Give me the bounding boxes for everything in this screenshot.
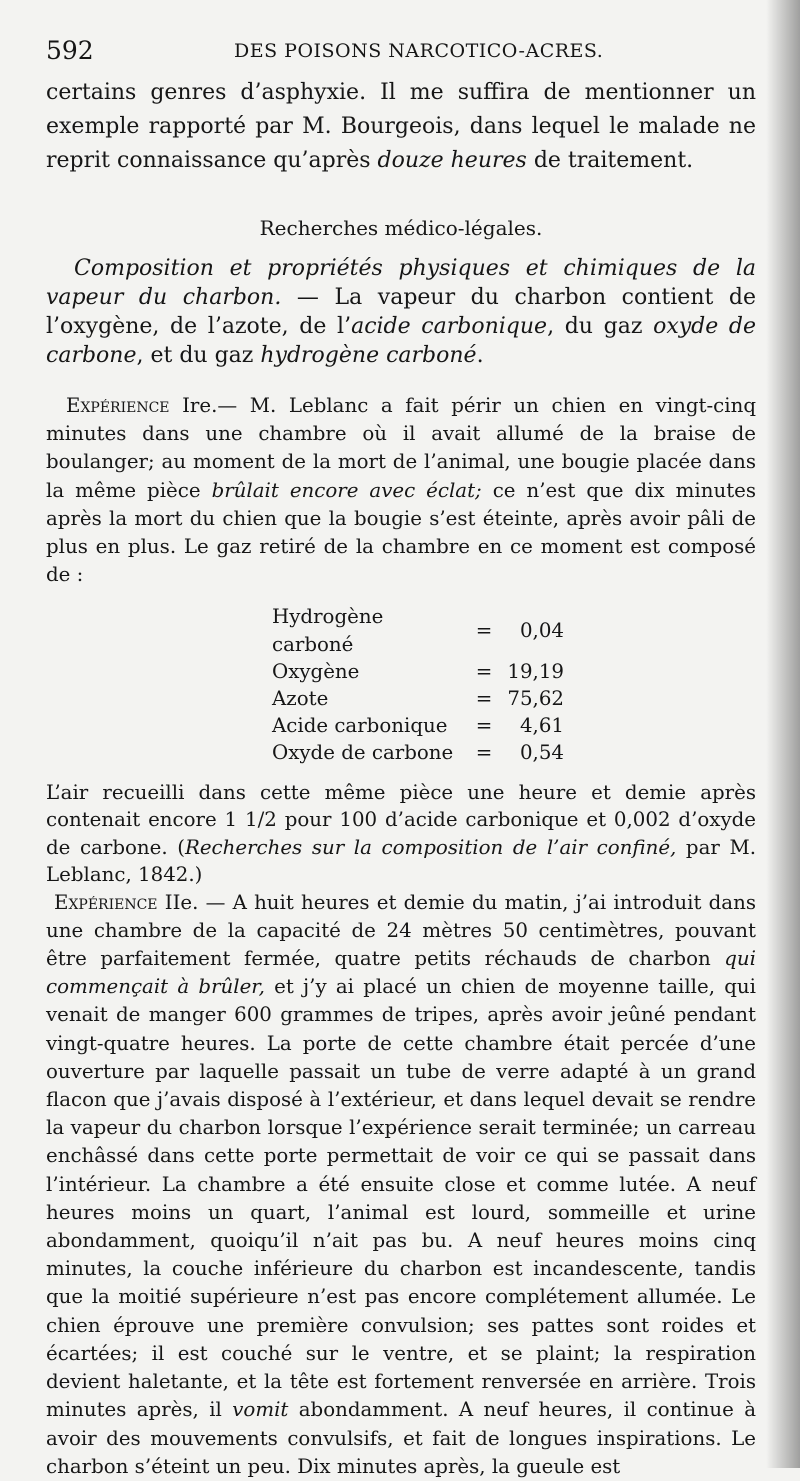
composition-text: .	[476, 343, 484, 368]
term-acide-carbonique: acide carbonique	[351, 314, 548, 339]
air-sample-paragraph	[46, 779, 756, 889]
gas-name: Azote	[272, 687, 329, 711]
equals-sign: =	[475, 714, 493, 738]
gas-name: Oxyde de carbone	[272, 741, 454, 765]
experience-2-text-end: abondamment. A neuf heures, il continue à avoir des mouvements convulsifs, et fait de longues inspirations. Le charbon s’éteint un peu. Dix minutes après, la gueule est	[46, 1398, 756, 1478]
composition-text: — La vapeur du charbon contient de l’oxygène, de l’azote, de l’	[46, 285, 756, 339]
gas-value: 0,04	[519, 619, 564, 643]
experience-2-numeral: IIe.	[164, 890, 199, 914]
intro-text: certains genres d’asphyxie. Il me suffira de mentionner un exemple rapporté par M. Bourgeois, dans lequel le malade ne reprit connaissance qu’après	[46, 80, 756, 173]
experience-1-emphasis: brûlait encore avec éclat;	[211, 478, 482, 502]
page-body	[46, 76, 756, 1481]
experience-2-emphasis-vomit: vomit	[232, 1398, 289, 1422]
equals-sign: =	[475, 659, 493, 683]
gas-name: Oxygène	[272, 659, 360, 683]
gas-value: 0,54	[519, 741, 564, 765]
intro-text-end: de traitement.	[526, 148, 694, 173]
gas-value: 19,19	[507, 659, 564, 683]
table-row	[272, 603, 564, 657]
experience-1-text-end: ce n’est que dix minutes après la mort du chien que la bougie s’est éteinte, après avoir pâli de plus en plus. Le gaz retiré de la chambre en ce moment est composé de :	[46, 478, 756, 587]
composition-title: Composition et propriétés physiques et chimiques de la vapeur du charbon.	[46, 256, 756, 310]
gas-composition-table	[272, 603, 564, 766]
experience-1-text: — M. Leblanc a fait périr un chien en vingt-cinq minutes dans une chambre où il avait allumé de la braise de boulanger; au moment de la mort de l’animal, une bougie placée dans la même pièce	[46, 394, 756, 502]
equals-sign: =	[475, 687, 493, 711]
air-sample-text: L’air recueilli dans cette même pièce une heure et demie après contenait encore 1 1/2 pour 100 d’acide carbonique et 0,002 d’oxyde de carbone. (	[46, 780, 756, 859]
page-edge-shadow	[766, 0, 800, 1468]
citation-title: Recherches sur la composition de l’air confiné,	[184, 835, 677, 859]
table-row	[272, 685, 564, 712]
gas-value: 75,62	[507, 687, 564, 711]
experience-1-label: Expérience	[66, 394, 170, 417]
page-number: 592	[46, 36, 94, 65]
table-row	[272, 712, 564, 739]
experience-2-text: — A huit heures et demie du matin, j’ai introduit dans une chambre de la capacité de 24 mètres 50 centimètres, pouvant être parfaitement fermée, quatre petits réchauds de charbon	[46, 890, 756, 971]
running-head	[46, 36, 756, 72]
gas-value: 4,61	[519, 714, 564, 738]
term-oxyde-de-carbone: oxyde de carbone	[46, 314, 757, 368]
equals-sign: =	[475, 741, 493, 765]
equals-sign: =	[475, 619, 493, 643]
experience-2-paragraph	[46, 889, 756, 1481]
experience-1-numeral: Ire.	[182, 394, 218, 417]
gas-name: Acide carbonique	[272, 714, 448, 738]
section-heading: Recherches médico-légales.	[259, 216, 543, 240]
table-row	[272, 739, 564, 766]
term-hydrogene-carbone: hydrogène carboné	[260, 343, 477, 368]
composition-text: , du gaz	[547, 314, 654, 339]
experience-2-text: et j’y ai placé un chien de moyenne taille, qui venait de manger 600 grammes de tripes, après avoir jeûné pendant vingt-quatre heures. La porte de cette chambre était percée d’une ouverture par laquelle passait un tube de verre adapté à un grand flacon que j’avais disposé à l’extérieur, et dans lequel devait se rendre la vapeur du charbon lorsque l’expérience serait terminée; un carreau enchâssé dans cette porte permettait de voir ce qui se passait dans l’intérieur. La chambre a été ensuite close et comme lutée. A neuf heures moins un quart, l’animal est lourd, sommeille et urine abondamment, quoiqu’il n’ait pas bu. A neuf heures moins cinq minutes, la couche inférieure du charbon est incandescente, tandis que la moitié supérieure n’est pas encore complétement allumée. Le chien éprouve une première convulsion; ses pattes sont roides et écartées; il est couché sur le ventre, et se plaint; la respiration devient haletante, et la tête est fortement renversée en arrière. Trois minutes après, il	[46, 975, 756, 1422]
table-row	[272, 658, 564, 685]
experience-2-emphasis: qui commençait à brûler,	[46, 947, 756, 999]
citation-author: par M. Leblanc, 1842.)	[46, 835, 756, 887]
intro-paragraph	[46, 76, 756, 178]
gas-name: Hydrogène carboné	[272, 605, 384, 656]
intro-emphasis: douze heures	[377, 148, 527, 173]
running-title: DES POISONS NARCOTICO-ACRES.	[234, 40, 604, 62]
composition-paragraph	[46, 254, 756, 370]
experience-1-paragraph	[46, 392, 756, 589]
composition-text: , et du gaz	[136, 343, 261, 368]
experience-2-label: Expérience	[54, 890, 158, 914]
